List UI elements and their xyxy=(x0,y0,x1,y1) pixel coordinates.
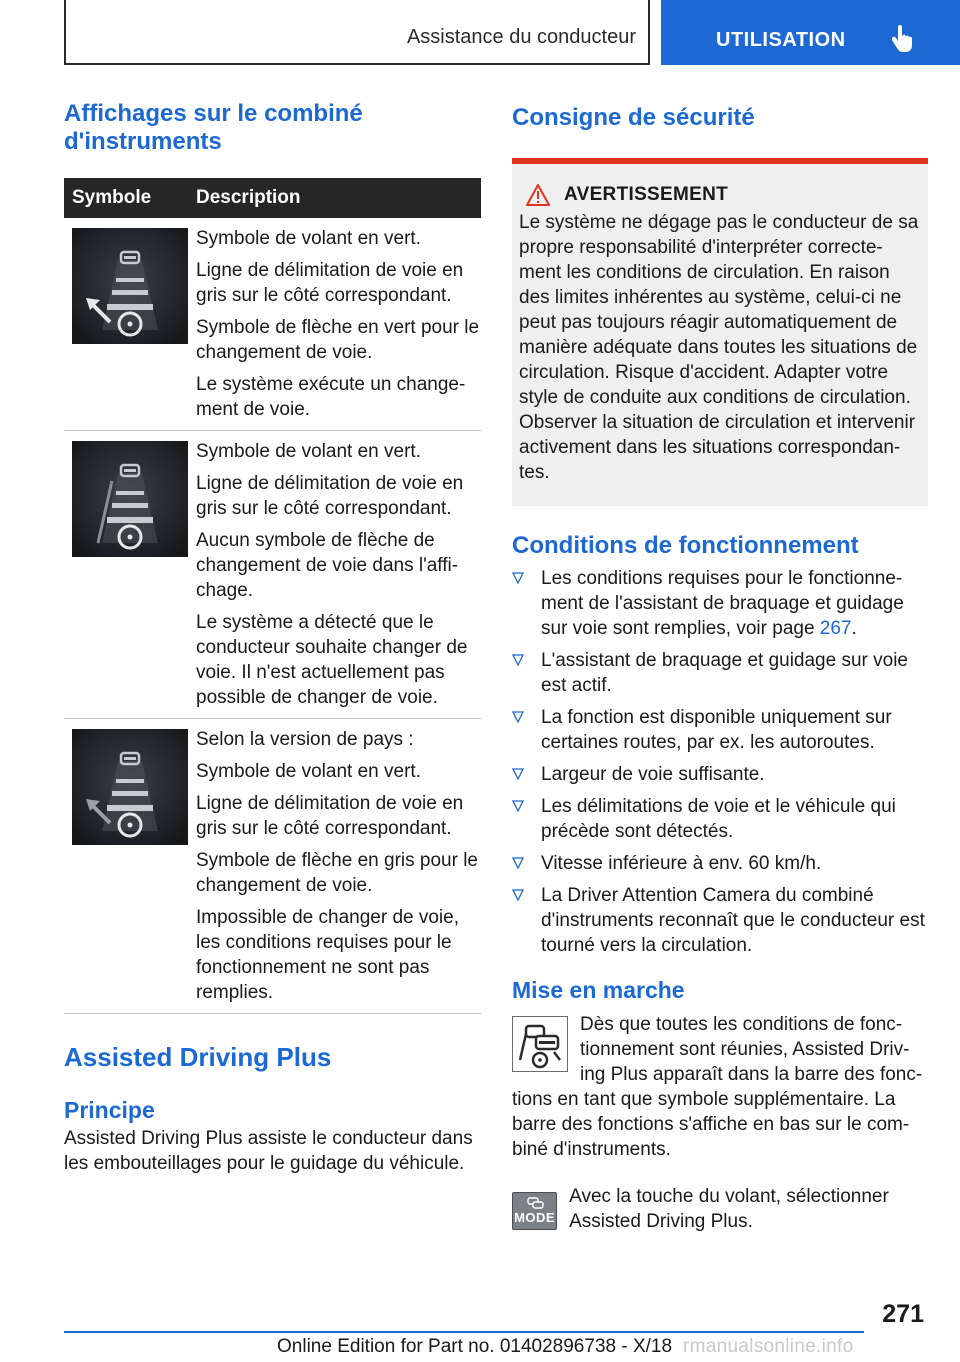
list-item: Vitesse inférieure à env. 60 km/h. xyxy=(512,851,928,876)
description-line: Ligne de délimitation de voie en gris sur le côté correspondant. xyxy=(196,473,464,519)
warning-triangle-icon xyxy=(526,184,550,206)
principe-text: Assisted Driving Plus assiste le conducteur dans les embouteillages pour le guidage du véhicule. xyxy=(64,1128,473,1174)
description-line: Symbole de flèche en gris pour le changement de voie. xyxy=(196,850,478,896)
bullet-triangle-icon xyxy=(512,711,524,723)
warning-title: AVERTISSEMENT xyxy=(564,184,729,205)
table-header-description: Description xyxy=(196,187,301,208)
table-header-symbol: Symbole xyxy=(72,187,152,208)
warning-box xyxy=(512,158,928,506)
list-item: La Driver Attention Camera du combiné d'instruments reconnaît que le conducteur est tourné vers la circulation. xyxy=(512,883,928,958)
page-number: 271 xyxy=(882,1300,924,1328)
assisted-driving-plus-heading: Assisted Driving Plus xyxy=(64,1042,332,1072)
description-line: Ligne de délimitation de voie en gris sur le côté correspondant. xyxy=(196,260,464,306)
principe-heading: Principe xyxy=(64,1097,155,1123)
lane-change-arrow-green-icon xyxy=(72,228,188,344)
lane-change-no-arrow-icon xyxy=(72,441,188,557)
list-item: La fonction est disponible uniquement sur certaines routes, par ex. les autoroutes. xyxy=(512,705,928,755)
left-column xyxy=(64,100,481,1176)
edition-text: Online Edition for Part no. 01402896738 - X/18 xyxy=(277,1336,673,1357)
footer-rule xyxy=(64,1331,864,1333)
bullet-triangle-icon xyxy=(512,889,524,901)
description-line: Impossible de changer de voie, les conditions requises pour le fonctionnement ne sont pas remplies. xyxy=(196,907,459,1003)
table-header xyxy=(64,178,481,218)
list-item: L'assistant de braquage et guidage sur voie est actif. xyxy=(512,648,928,698)
table-row xyxy=(64,431,481,719)
description-line: Selon la version de pays : xyxy=(196,729,414,750)
conditions-heading: Conditions de fonctionnement xyxy=(512,532,859,559)
hand-pointer-icon xyxy=(892,24,916,52)
adp-small-icon xyxy=(526,1197,544,1209)
page-link[interactable]: 267 xyxy=(819,618,852,639)
bullet-triangle-icon xyxy=(512,800,524,812)
description-line: Symbole de volant en vert. xyxy=(196,228,421,249)
description-line: Le système exécute un change- ment de voie. xyxy=(196,374,466,420)
bullet-triangle-icon xyxy=(512,572,524,584)
description-line: Aucun symbole de flèche de changement de voie dans l'affi- chage. xyxy=(196,530,459,601)
description-line: Symbole de volant en vert. xyxy=(196,441,421,462)
conditions-list xyxy=(512,566,928,958)
lane-change-arrow-grey-icon xyxy=(72,729,188,845)
description-line: Ligne de délimitation de voie en gris sur le côté correspondant. xyxy=(196,793,464,839)
chapter-tab xyxy=(661,0,960,65)
bullet-triangle-icon xyxy=(512,768,524,780)
safety-heading: Consigne de sécurité xyxy=(512,104,755,131)
mode-button xyxy=(512,1192,557,1230)
table-row xyxy=(64,719,481,1014)
mise-en-marche-heading: Mise en marche xyxy=(512,977,685,1003)
warning-text: Le système ne dégage pas le conducteur de sa propre responsabilité d'interpréter correcte- ment les conditions de circulation. En raison des limites inhérentes au système, celui-ci ne peut pas toujours réagir automatiquement de manière adéquate dans toutes les situations de circulation. Risque d'accident. Adapter votre style de conduite aux conditions de circulation. Observer la situation de circulation et intervenir activement dans les situations correspondan- tes. xyxy=(519,212,919,483)
instruments-heading: Affichages sur le combiné d'instruments xyxy=(64,100,363,155)
page-header xyxy=(0,0,960,66)
symbol-table xyxy=(64,178,481,1014)
section-title: Assistance du conducteur xyxy=(406,26,636,48)
table-row xyxy=(64,218,481,431)
mode-label: MODE xyxy=(514,1210,556,1225)
mise-en-marche-text: Dès que toutes les conditions de fonc- tionnement sont réunies, Assisted Driv- ing Plus apparaît dans la barre des fonc- tions en tant que symbole supplémentaire. La barre des fonctions s'affiche en bas sur le com- biné d'instruments. xyxy=(512,1014,923,1160)
section-title-box xyxy=(64,0,650,65)
assisted-driving-plus-icon xyxy=(512,1016,568,1072)
right-column xyxy=(512,100,928,1234)
list-item: Les conditions requises pour le fonctionne- ment de l'assistant de braquage et guidage sur voie sont remplies, voir page 267. xyxy=(512,566,928,641)
watermark: rmanualsonline.info xyxy=(683,1336,854,1357)
list-item: Les délimitations de voie et le véhicule qui précède sont détectés. xyxy=(512,794,928,844)
bullet-triangle-icon xyxy=(512,857,524,869)
bullet-triangle-icon xyxy=(512,654,524,666)
description-line: Le système a détecté que le conducteur souhaite changer de voie. Il n'est actuellement pas possible de changer de voie. xyxy=(196,612,468,708)
description-line: Symbole de volant en vert. xyxy=(196,761,421,782)
list-item: Largeur de voie suffisante. xyxy=(512,762,928,787)
description-line: Symbole de flèche en vert pour le changement de voie. xyxy=(196,317,480,363)
chapter-title: UTILISATION xyxy=(716,29,846,51)
mode-instruction-text: Avec la touche du volant, sélectionner Assisted Driving Plus. xyxy=(569,1186,889,1232)
